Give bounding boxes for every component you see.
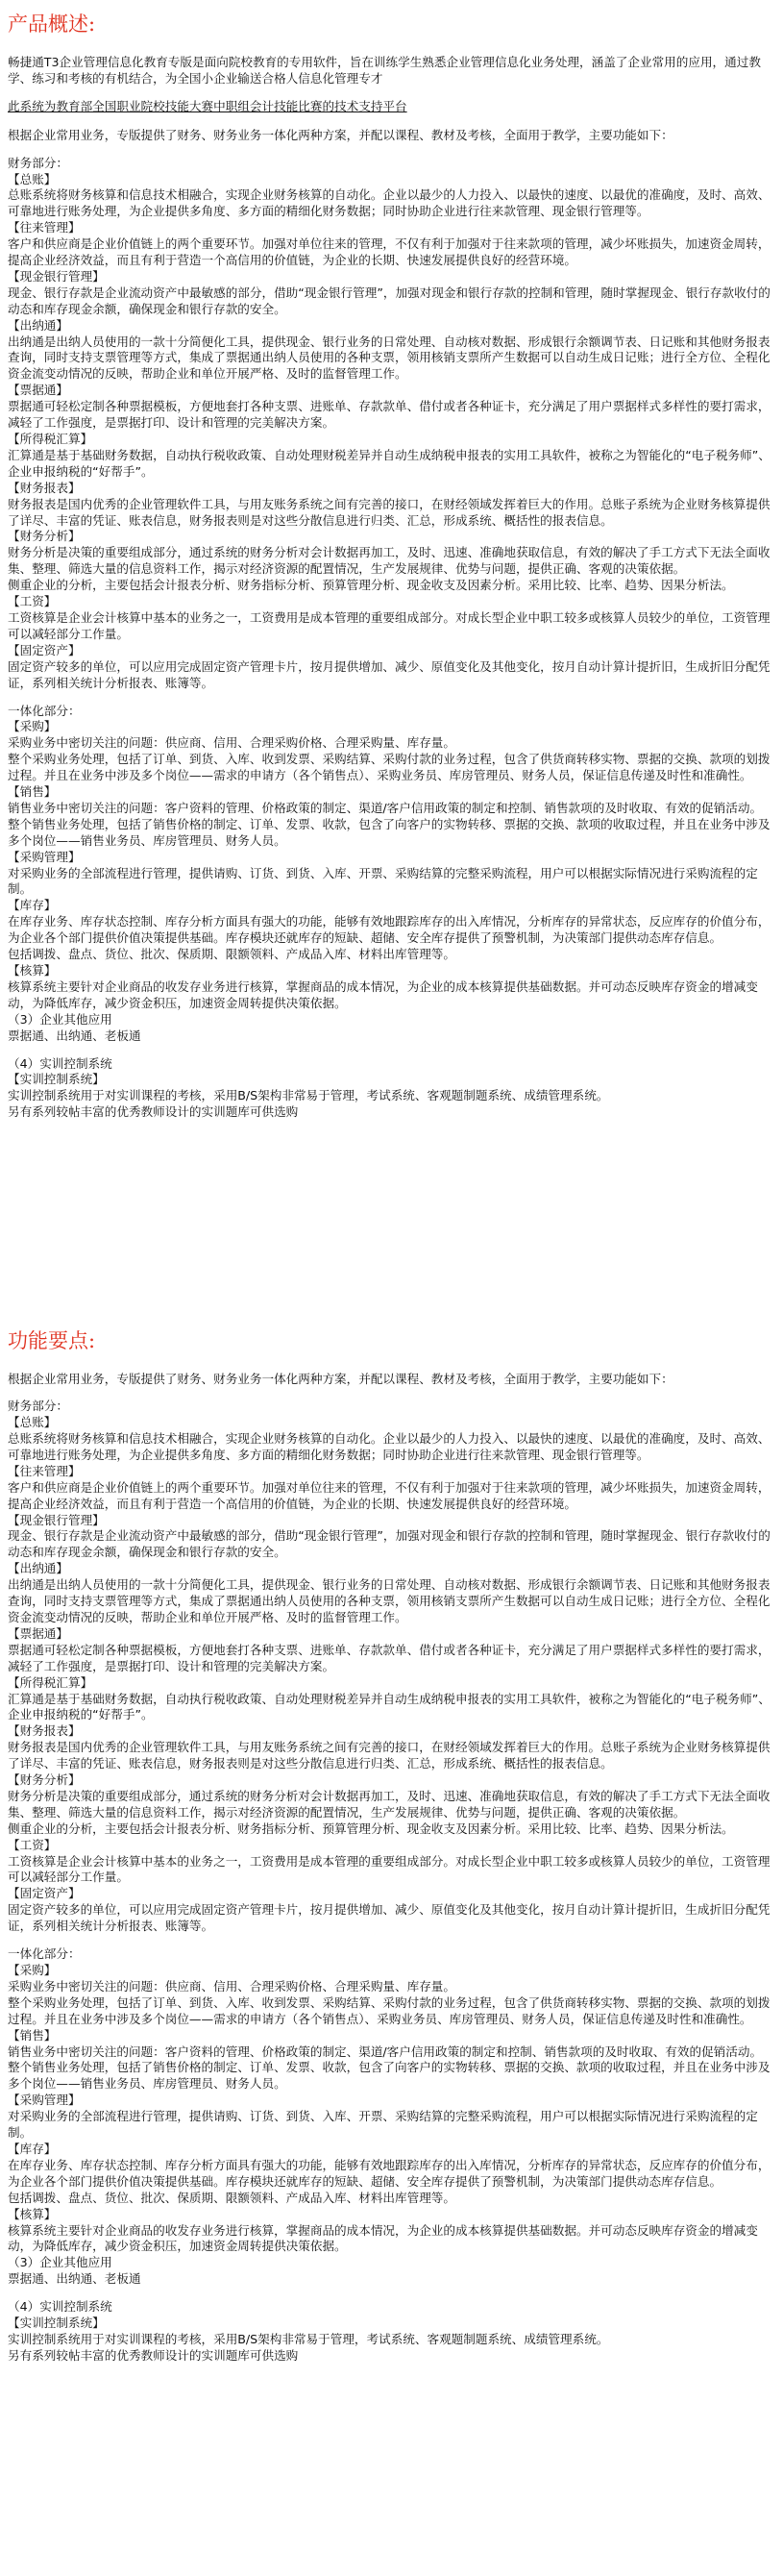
text-line: 【工资】 [8,1837,57,1852]
modules-intro: 根据企业常用业务，专版提供了财务、财务业务一体化两种方案，并配以课程、教材及考核，全面用于教学，主要功能如下： [8,1372,673,1386]
feature-highlights-section [8,1325,771,2574]
text-line: 工资核算是企业会计核算中基本的业务之一，工资费用是成本管理的重要组成部分。对成长型企业中职工较多或核算人员较少的单位，工资管理可以减轻部分工作量。 [8,609,771,641]
text-line: 【采购管理】 [8,849,81,864]
text-line: 【财务报表】 [8,480,81,495]
text-line: 另有系列较帖丰富的优秀教师设计的实训题库可供选购 [8,1104,299,1120]
text-line: 出纳通是出纳人员使用的一款十分简便化工具，提供现金、银行业务的日常处理、自动核对数据、形成银行余额调节表、日记账和其他财务报表查询，同时支持支票管理等方式，集成了票据通出纳人员使用的各种支票，领用核销支票所产生数据可以自动生成日记账；进行全方位、全程化资金流变动情况的反映，帮助企业和单位开展严格、及时的监督管理工作。 [8,334,771,382]
text-line: 【固定资产】 [8,642,81,657]
text-line: 【财务分析】 [8,1772,81,1788]
text-line: 采购业务中密切关注的问题：供应商、信用、合理采购价格、合理采购量、库存量。 [8,1978,455,1994]
text-line: 客户和供应商是企业价值链上的两个重要环节。加强对单位往来的管理，不仅有利于加强对于往来款项的管理，减少坏账损失，加速资金周转，提高企业经济效益，而且有利于营造一个高信用的价值链，为企业的长期、快速发展提供良好的经营环境。 [8,236,771,268]
text-line: 【总账】 [8,1415,57,1430]
text-line: 财务报表是国内优秀的企业管理软件工具，与用友账务系统之间有完善的接口，在财经领域发挥着巨大的作用。总账子系统为企业财务核算提供了详尽、丰富的凭证、账表信息，财务报表则是对这些分散信息进行归类、汇总，形成系统、概括性的报表信息。 [8,496,771,528]
text-line: 出纳通是出纳人员使用的一款十分简便化工具，提供现金、银行业务的日常处理、自动核对数据、形成银行余额调节表、日记账和其他财务报表查询，同时支持支票管理等方式，集成了票据通出纳人员使用的各种支票，领用核销支票所产生数据可以自动生成日记账；进行全方位、全程化资金流变动情况的反映，帮助企业和单位开展严格、及时的监督管理工作。 [8,1577,771,1624]
feature-highlights-title: 功能要点: [8,1329,96,1352]
text-line: 【票据通】 [8,383,68,398]
product-overview-section [8,8,771,1325]
text-line: 实训控制系统用于对实训课程的考核，采用B/S架构非常易于管理，考试系统、客观题制题系统、成绩管理系统。 [8,2331,609,2346]
text-line: 【财务分析】 [8,529,81,544]
text-line: 【采购】 [8,1963,57,1978]
integration-module-list [8,719,771,1044]
text-line: 【出纳通】 [8,317,68,333]
text-line: 对采购业务的全部流程进行管理，提供请购、订货、到货、入库、开票、采购结算的完整采购流程，用户可以根据实际情况进行采购流程的定制。 [8,2109,758,2141]
text-line: 财务报表是国内优秀的企业管理软件工具，与用友账务系统之间有完善的接口，在财经领域发挥着巨大的作用。总账子系统为企业财务核算提供了详尽、丰富的凭证、账表信息，财务报表则是对这些分散信息进行归类、汇总，形成系统、概括性的报表信息。 [8,1740,771,1771]
text-line: 客户和供应商是企业价值链上的两个重要环节。加强对单位往来的管理，不仅有利于加强对于往来款项的管理，减少坏账损失，加速资金周转，提高企业经济效益，而且有利于营造一个高信用的价值链，为企业的长期、快速发展提供良好的经营环境。 [8,1479,771,1511]
product-intro: 畅捷通T3企业管理信息化教育专版是面向院校教育的专用软件，旨在训练学生熟悉企业管理信息化业务处理，涵盖了企业常用的应用，通过教学、练习和考核的有机结合，为全国小企业输送合格人信息化管理专才 [8,55,761,87]
text-line: 固定资产较多的单位，可以应用完成固定资产管理卡片，按月提供增加、减少、原值变化及其他变化，按月自动计算计提折旧，生成折旧分配凭证，系列相关统计分析报表、账簿等。 [8,1902,771,1934]
text-line: 对采购业务的全部流程进行管理，提供请购、订货、到货、入库、开票、采购结算的完整采购流程，用户可以根据实际情况进行采购流程的定制。 [8,865,758,897]
text-line: 【销售】 [8,784,57,800]
text-line: 【往来管理】 [8,1463,81,1478]
text-line: （3）企业其他应用 [8,2255,112,2270]
text-line: 票据通、出纳通、老板通 [8,1028,141,1043]
text-line: 汇算通是基于基础财务数据，自动执行税收政策、自动处理财税差异并自动生成纳税申报表的实用工具软件，被称之为智能化的“电子税务师”、企业申报纳税的“好帮手”。 [8,447,771,479]
text-line: （4）实训控制系统 [8,1055,112,1071]
text-line: 汇算通是基于基础财务数据，自动执行税收政策、自动处理财税差异并自动生成纳税申报表的实用工具软件，被称之为智能化的“电子税务师”、企业申报纳税的“好帮手”。 [8,1691,771,1722]
text-line: 侧重企业的分析，主要包括会计报表分析、财务指标分析、预算管理分析、现金收支及因素分析。采用比较、比率、趋势、因果分析法。 [8,1821,734,1836]
integration-heading: 一体化部分： [8,703,81,718]
text-line: 侧重企业的分析，主要包括会计报表分析、财务指标分析、预算管理分析、现金收支及因素分析。采用比较、比率、趋势、因果分析法。 [8,578,734,593]
integration-heading: 一体化部分： [8,1946,81,1962]
text-line: 【总账】 [8,171,57,186]
text-line: 【现金银行管理】 [8,1512,105,1527]
integration-module-list [8,1963,771,2288]
text-line: 【实训控制系统】 [8,2316,105,2331]
product-overview-title: 产品概述: [8,12,96,36]
modules-intro: 根据企业常用业务，专版提供了财务、财务业务一体化两种方案，并配以课程、教材及考核，全面用于教学，主要功能如下： [8,128,673,143]
text-line: 【所得税汇算】 [8,432,93,447]
text-line: 票据通可轻松定制各种票据模板，方便地套打各种支票、进账单、存款款单、借付或者各种证卡，充分满足了用户票据样式多样性的要打需求，减轻了工作强度，是票据打印、设计和管理的完美解决方案。 [8,399,771,431]
text-line: 【票据通】 [8,1625,68,1641]
text-line: 票据通可轻松定制各种票据模板，方便地套打各种支票、进账单、存款款单、借付或者各种证卡，充分满足了用户票据样式多样性的要打需求，减轻了工作强度，是票据打印、设计和管理的完美解决方案。 [8,1642,771,1673]
text-line: 核算系统主要针对企业商品的收发存业务进行核算，掌握商品的成本情况，为企业的成本核算提供基础数据。并可动态反映库存资金的增减变动，为降低库存，减少资金积压，加速资金周转提供决策依据。 [8,978,758,1010]
text-line: 【所得税汇算】 [8,1674,93,1690]
text-line: 票据通、出纳通、老板通 [8,2271,141,2287]
text-line: 【核算】 [8,2206,57,2221]
text-line: （4）实训控制系统 [8,2299,112,2315]
text-line: （3）企业其他应用 [8,1011,112,1027]
text-line: 现金、银行存款是企业流动资产中最敏感的部分，借助“现金银行管理”，加强对现金和银行存款的控制和管理，随时掌握现金、银行存款收付的动态和库存现金余额，确保现金和银行存款的安全。 [8,1528,771,1560]
text-line: 【核算】 [8,963,57,978]
text-line: 总账系统将财务核算和信息技术相融合，实现企业财务核算的自动化。企业以最少的人力投入、以最快的速度、以最优的准确度，及时、高效、可靠地进行账务处理，为企业提供多角度、多方面的精细化财务数据；同时协助企业进行往来款管理、现金银行管理等。 [8,187,771,219]
text-line: 整个销售业务处理，包括了销售价格的制定、订单、发票、收款，包含了向客户的实物转移、票据的交换、款项的收取过程，并且在业务中涉及多个岗位——销售业务员、库房管理员、财务人员。 [8,2060,771,2092]
text-line: 固定资产较多的单位，可以应用完成固定资产管理卡片，按月提供增加、减少、原值变化及其他变化，按月自动计算计提折旧，生成折旧分配凭证，系列相关统计分析报表、账簿等。 [8,658,771,690]
text-line: 【工资】 [8,594,57,609]
text-line: 【财务报表】 [8,1723,81,1739]
text-line: 【现金银行管理】 [8,268,105,284]
text-line: 【销售】 [8,2027,57,2043]
text-line: 财务分析是决策的重要组成部分，通过系统的财务分析对会计数据再加工，及时、迅速、准确地获取信息，有效的解决了手工方式下无法全面收集、整理、筛选大量的信息资料工作，揭示对经济资源的配置情况，生产发展规律、优势与问题，提供正确、客观的决策依据。 [8,545,771,577]
finance-heading: 财务部分： [8,155,68,170]
text-line: 实训控制系统用于对实训课程的考核，采用B/S架构非常易于管理，考试系统、客观题制题系统、成绩管理系统。 [8,1088,609,1103]
text-line: 另有系列较帖丰富的优秀教师设计的实训题库可供选购 [8,2347,299,2363]
text-line: 财务分析是决策的重要组成部分，通过系统的财务分析对会计数据再加工，及时、迅速、准确地获取信息，有效的解决了手工方式下无法全面收集、整理、筛选大量的信息资料工作，揭示对经济资源的配置情况，生产发展规律、优势与问题，提供正确、客观的决策依据。 [8,1788,771,1820]
text-line: 销售业务中密切关注的问题：客户资料的管理、价格政策的制定、渠道/客户信用政策的制定和控制、销售款项的及时收取、有效的促销活动。 [8,2043,763,2059]
training-control-list [8,1056,771,1122]
text-line: 【库存】 [8,898,57,913]
text-line: 【采购】 [8,719,57,734]
text-line: 【往来管理】 [8,220,81,235]
text-line: 包括调拨、盘点、货位、批次、保质期、限额领料、产成品入库、材料出库管理等。 [8,2190,455,2205]
finance-module-list [8,1415,771,1935]
text-line: 整个采购业务处理，包括了订单、到货、入库、收到发票、采购结算、采购付款的业务过程，包含了供货商转移实物、票据的交换、款项的划拨过程。并且在业务中涉及多个岗位——需求的申请方（各个销售点）、采购业务员、库房管理员、财务人员，保证信息传递及时性和准确性。 [8,1994,771,2026]
text-line: 工资核算是企业会计核算中基本的业务之一，工资费用是成本管理的重要组成部分。对成长型企业中职工较多或核算人员较少的单位，工资管理可以减轻部分工作量。 [8,1853,771,1885]
text-line: 总账系统将财务核算和信息技术相融合，实现企业财务核算的自动化。企业以最少的人力投入、以最快的速度、以最优的准确度，及时、高效、可靠地进行账务处理，为企业提供多角度、多方面的精细化财务数据；同时协助企业进行往来款管理、现金银行管理等。 [8,1431,771,1462]
training-control-list [8,2299,771,2365]
text-line: 【库存】 [8,2141,57,2156]
text-line: 核算系统主要针对企业商品的收发存业务进行核算，掌握商品的成本情况，为企业的成本核算提供基础数据。并可动态反映库存资金的增减变动，为降低库存，减少资金积压，加速资金周转提供决策依据。 [8,2222,758,2254]
text-line: 包括调拨、盘点、货位、批次、保质期、限额领料、产成品入库、材料出库管理等。 [8,947,455,962]
finance-heading: 财务部分： [8,1399,68,1414]
text-line: 采购业务中密切关注的问题：供应商、信用、合理采购价格、合理采购量、库存量。 [8,735,455,751]
text-line: 【固定资产】 [8,1886,81,1901]
text-line: 【出纳通】 [8,1561,68,1576]
finance-module-list [8,172,771,692]
text-line: 【实训控制系统】 [8,1072,105,1087]
competition-support-note: 此系统为教育部全国职业院校技能大赛中职组会计技能比赛的技术支持平台 [8,99,407,114]
text-line: 销售业务中密切关注的问题：客户资料的管理、价格政策的制定、渠道/客户信用政策的制定和控制、销售款项的及时收取、有效的促销活动。 [8,800,763,815]
text-line: 整个销售业务处理，包括了销售价格的制定、订单、发票、收款，包含了向客户的实物转移、票据的交换、款项的收取过程，并且在业务中涉及多个岗位——销售业务员、库房管理员、财务人员。 [8,816,771,848]
text-line: 现金、银行存款是企业流动资产中最敏感的部分，借助“现金银行管理”，加强对现金和银行存款的控制和管理，随时掌握现金、银行存款收付的动态和库存现金余额，确保现金和银行存款的安全。 [8,285,771,316]
text-line: 在库存业务、库存状态控制、库存分析方面具有强大的功能，能够有效地跟踪库存的出入库情况，分析库存的异常状态，反应库存的价值分布，为企业各个部门提供价值决策提供基础。库存模块还就库存的短缺、超储、安全库存提供了预警机制，为决策部门提供动态库存信息。 [8,914,771,946]
text-line: 整个采购业务处理，包括了订单、到货、入库、收到发票、采购结算、采购付款的业务过程，包含了供货商转移实物、票据的交换、款项的划拨过程。并且在业务中涉及多个岗位——需求的申请方（各个销售点）、采购业务员、库房管理员、财务人员，保证信息传递及时性和准确性。 [8,752,771,783]
text-line: 【采购管理】 [8,2093,81,2108]
text-line: 在库存业务、库存状态控制、库存分析方面具有强大的功能，能够有效地跟踪库存的出入库情况，分析库存的异常状态，反应库存的价值分布，为企业各个部门提供价值决策提供基础。库存模块还就库存的短缺、超储、安全库存提供了预警机制，为决策部门提供动态库存信息。 [8,2157,771,2189]
